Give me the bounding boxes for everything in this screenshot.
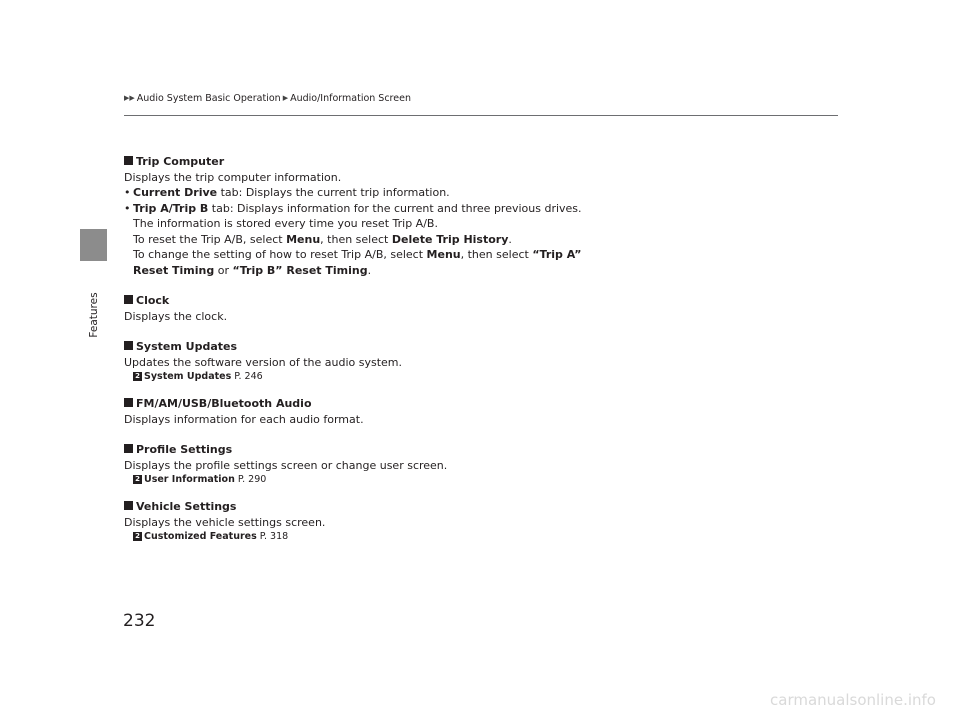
section-heading-profile: Profile Settings xyxy=(124,442,764,458)
breadcrumb-arrow-icon: ▶ xyxy=(282,94,289,102)
section-heading-system-updates: System Updates xyxy=(124,339,764,355)
xref-customized-features[interactable]: 2 Customized Features P. 318 xyxy=(124,530,764,544)
watermark: carmanualsonline.info xyxy=(770,691,936,709)
section-heading-audio: FM/AM/USB/Bluetooth Audio xyxy=(124,396,764,412)
audio-desc: Displays information for each audio format. xyxy=(124,412,364,426)
change-instruction: To change the setting of how to reset Trip A/B, select Menu, then select “Trip A” xyxy=(133,248,582,261)
square-bullet-icon xyxy=(124,295,133,304)
breadcrumb-arrow-icon: ▶▶ xyxy=(124,94,135,102)
breadcrumb xyxy=(124,93,411,104)
breadcrumb-item-2[interactable]: Audio/Information Screen xyxy=(290,93,411,104)
breadcrumb-item-1[interactable]: Audio System Basic Operation xyxy=(136,93,281,104)
list-item: • Trip A/Trip B tab: Displays information for the current and three previous drives. xyxy=(124,201,582,215)
reset-instruction: To reset the Trip A/B, select Menu, then select Delete Trip History. xyxy=(133,232,512,246)
section-heading-trip-computer: Trip Computer xyxy=(124,154,764,170)
clock-desc: Displays the clock. xyxy=(124,309,228,323)
vehicle-desc: Displays the vehicle settings screen. xyxy=(124,515,326,529)
cross-reference-icon: 2 xyxy=(133,475,142,484)
change-instruction-cont: Reset Timing or “Trip B” Reset Timing. xyxy=(133,263,372,277)
profile-desc: Displays the profile settings screen or change user screen. xyxy=(124,458,448,472)
square-bullet-icon xyxy=(124,341,133,350)
square-bullet-icon xyxy=(124,398,133,407)
xref-system-updates[interactable]: 2 System Updates P. 246 xyxy=(124,370,764,384)
trip-computer-desc: Displays the trip computer information. xyxy=(124,170,342,184)
page-number: 232 xyxy=(123,611,156,631)
bullet-icon: • xyxy=(124,201,131,215)
square-bullet-icon xyxy=(124,444,133,453)
stored-note: The information is stored every time you reset Trip A/B. xyxy=(133,217,438,230)
page-content xyxy=(124,154,764,544)
cross-reference-icon: 2 xyxy=(133,532,142,541)
section-label: Features xyxy=(88,292,100,338)
cross-reference-icon: 2 xyxy=(133,372,142,381)
xref-user-information[interactable]: 2 User Information P. 290 xyxy=(124,473,764,487)
list-item: • Current Drive tab: Displays the current trip information. xyxy=(124,186,450,199)
square-bullet-icon xyxy=(124,501,133,510)
square-bullet-icon xyxy=(124,156,133,165)
bullet-icon: • xyxy=(124,186,131,199)
header-divider xyxy=(124,115,838,116)
system-updates-desc: Updates the software version of the audio system. xyxy=(124,355,403,369)
section-heading-clock: Clock xyxy=(124,293,764,309)
section-heading-vehicle: Vehicle Settings xyxy=(124,499,764,515)
section-tab xyxy=(80,229,107,261)
